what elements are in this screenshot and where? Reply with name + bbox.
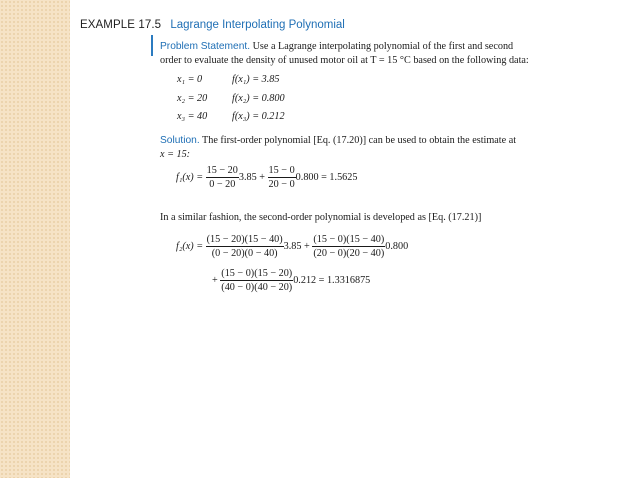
data-row [177, 71, 285, 90]
problem-text-line1: Use a Lagrange interpolating polynomial of the first and second [252, 41, 514, 52]
fraction [268, 165, 296, 190]
second-order-intro-text: In a similar fashion, the second-order polynomial is developed as [Eq. (17.21)] [160, 212, 482, 223]
f-value: f(x₂) = 0.800 [232, 92, 285, 104]
example-header [80, 19, 345, 31]
fraction-numerator: 15 − 0 [268, 165, 295, 176]
plus-sign: + [212, 274, 218, 286]
decorative-side-strip [0, 0, 70, 478]
solution-text-line2: x = 15: [160, 148, 191, 160]
coefficient: 0.800 [385, 240, 409, 252]
section-accent-bar [151, 35, 153, 56]
fraction-numerator: (15 − 0)(15 − 40) [313, 234, 385, 245]
coefficient-result: 0.800 = 1.5625 [295, 171, 358, 183]
fraction-denominator: (40 − 0)(40 − 20) [221, 282, 293, 293]
fraction [206, 234, 284, 259]
fraction [206, 165, 239, 190]
coefficient: 3.85 + [283, 240, 310, 252]
data-row [177, 90, 285, 109]
problem-heading: Problem Statement. [160, 41, 251, 52]
fraction-denominator: 20 − 0 [268, 179, 295, 190]
fraction-numerator: (15 − 20)(15 − 40) [206, 234, 283, 245]
coefficient: 3.85 + [238, 171, 265, 183]
fraction-numerator: 15 − 20 [206, 165, 238, 176]
solution-heading: Solution. [160, 135, 200, 146]
data-table [177, 71, 285, 127]
fraction-denominator: (20 − 0)(20 − 40) [313, 248, 385, 259]
example-label: EXAMPLE 17.5 [80, 19, 162, 31]
coefficient-result: 0.212 = 1.3316875 [293, 274, 371, 286]
second-order-equation-line2 [212, 268, 370, 293]
fraction [312, 234, 385, 259]
data-row [177, 108, 285, 127]
f-value: f(x₃) = 0.212 [232, 111, 285, 122]
first-order-equation [176, 165, 357, 190]
equation-lhs: f₁(x) = [176, 171, 204, 183]
x-value: x₂ = 20 [177, 92, 208, 104]
equation-lhs: f₂(x) = [176, 240, 204, 252]
fraction-numerator: (15 − 0)(15 − 20) [221, 268, 293, 279]
fraction-denominator: (0 − 20)(0 − 40) [211, 248, 278, 259]
x-value: x₃ = 40 [177, 111, 208, 122]
second-order-equation-line1 [176, 234, 408, 259]
problem-text-line2: order to evaluate the density of unused motor oil at T = 15 °C based on the following data: [160, 54, 529, 66]
x-value: x₁ = 0 [177, 74, 203, 85]
example-title: Lagrange Interpolating Polynomial [170, 19, 345, 31]
f-value: f(x₁) = 3.85 [232, 74, 280, 85]
solution-paragraph [160, 134, 620, 161]
fraction-denominator: 0 − 20 [209, 179, 236, 190]
problem-statement [160, 40, 620, 67]
fraction [220, 268, 293, 293]
second-order-intro [160, 211, 620, 225]
solution-text-line1: The first-order polynomial [Eq. (17.20)] can be used to obtain the estimate at [202, 135, 517, 146]
